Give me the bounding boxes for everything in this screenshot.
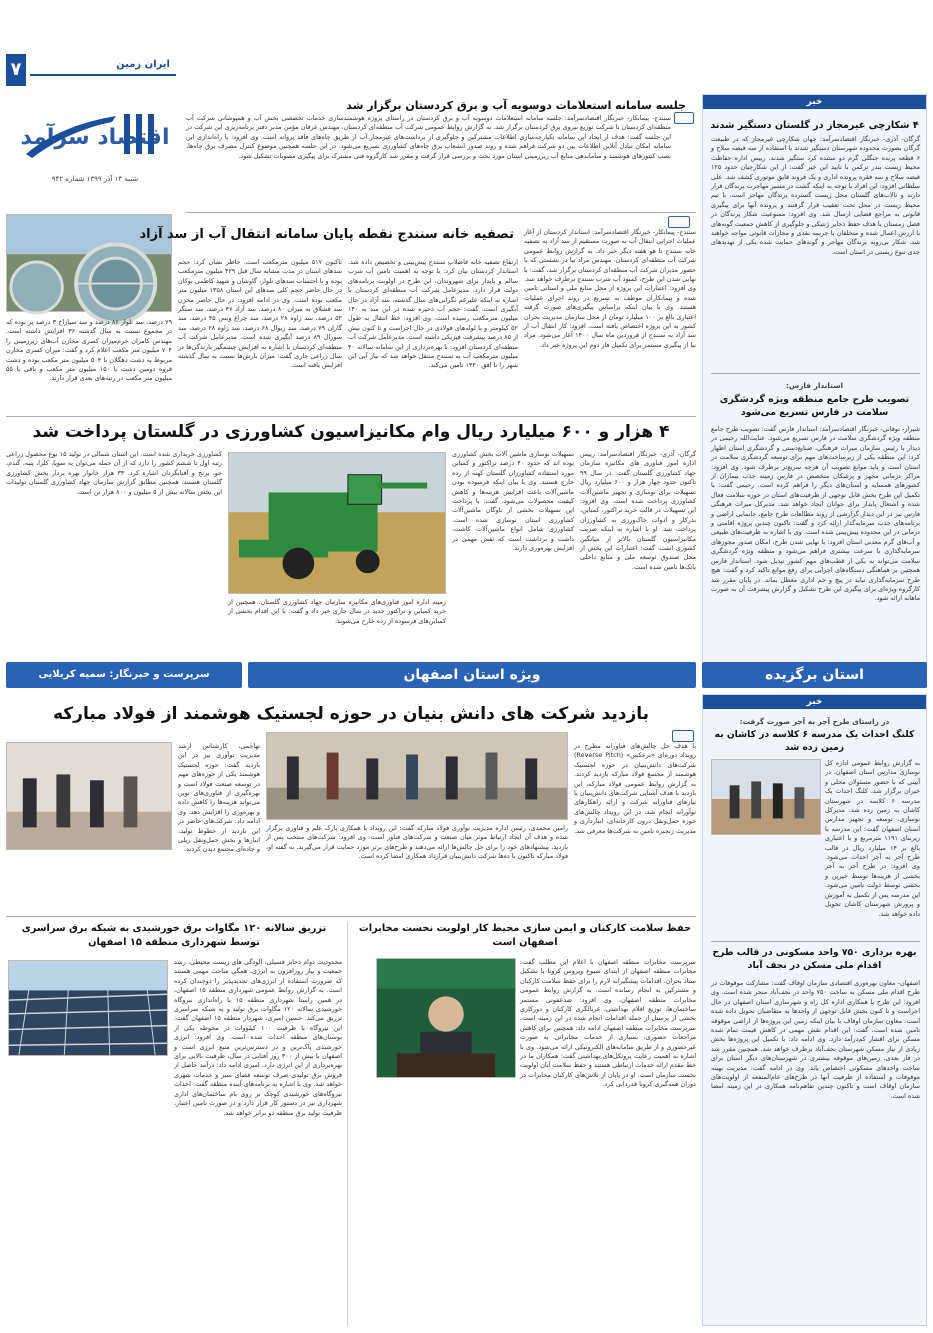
sidebar-top-article1-title: ۴ شکارچی غیرمجاز در گلستان دستگیر شدند — [710, 120, 919, 131]
sidebar-bottom-article1-body: به گزارش روابط عمومی اداره کل نوسازی مدارس استان اصفهان، در آیینی که با حضور مسئولان محلی و خیران برگزار شد، کلنگ احداث یک مدرسه ۶ کلاسه در شهرستان کاشان به زمین زده شد. مدیرکل نوسازی، توسعه و تجهیز مدارس استان اصفهان گفت: این مدرسه با زیربنای ۱۱۹۱ مترمربع و با اعتباری بالغ بر ۱۴ میلیارد ریال در قالب طرح آجر به آجر احداث می‌شود. وی افزود: در طرح آجر به آجر بخشی از هزینه‌ها توسط خیرین و بخشی توسط دولت تامین می‌شود. این مدرسه پس از تکمیل به آموزش و پرورش شهرستان کاشان تحویل داده خواهد شد. — [825, 759, 920, 918]
article-water-logo-icon — [668, 216, 690, 228]
article-meeting — [186, 98, 696, 208]
logo-wordmark: اقتصاد سرآمد — [20, 125, 170, 150]
band-isfahan-special: ویژه استان اصفهان — [248, 662, 696, 688]
steel-visit-photo — [266, 732, 568, 820]
article-loan-col3: زمینه اداره امور فناوری‌های مکانیزه سازمان جهاد کشاورزی گلستان، همچنین از خرید کمباین و تراکتور جدید در سال جاری خبر داد و گفت: با این اقدام بخشی از کمباین‌های فرسوده از رده خارج می‌شوند. — [228, 598, 446, 625]
page-number-badge: ۷ — [6, 54, 26, 86]
article-safety-title: حفظ سلامت کارکنان و ایمن سازی محیط کار اولویت نخست مخابرات اصفهان است — [358, 923, 692, 948]
issue-date: شنبه ۱۴ آذر ۱۳۹۹ شماره ۹۴۲ — [51, 175, 139, 183]
sidebar-bottom-article1-kicker: در راستای طرح آجر به آجر صورت گرفت: — [739, 717, 890, 726]
logo — [20, 108, 170, 170]
sidebar-top-article2-body: شیراز- توفانی- خبرنگار اقتصادسرآمد: استاندار فارس گفت: تصویب طرح جامع منطقه ویژه گردشگری سلامت در فارس تسریع می‌شود. عنایت‌الله رحیمی در دیدار با رئیس سازمان میراث فرهنگی، صنایع‌دستی و گردشگری استان اظهار کرد: این منطقه یکی از زیرساخت‌های مهم برای توسعه گردشگری سلامت در استان است و باید موانع تصویب آن هرچه سریع‌تر برطرف شود. وی افزود: مراکز درمانی مجهز و پزشکان متخصص در فارس زمینه جذب بیماران از کشورهای همسایه و استان‌های دیگر را فراهم کرده است. رحیمی گفت: با تکمیل این طرح بخش قابل توجهی از ظرفیت‌های استان در حوزه سلامت فعال شده و اشتغال پایدار برای جوانان ایجاد خواهد شد. مدیرکل میراث فرهنگی فارس نیز در این دیدار گزارشی از روند مطالعات طرح جامع، جانمایی اراضی و برنامه‌های جذب سرمایه‌گذار ارائه کرد و گفت: تاکنون چندین پروژه اقامتی و درمانی در این محدوده پیش‌بینی شده است. وی با اشاره به ظرفیت‌های طبیعی و آب‌های گرم معدنی استان افزود: با نهایی شدن طرح، امکان صدور مجوزهای سرمایه‌گذاری با سرعت بیشتری فراهم می‌شود و منطقه ویژه گردشگری سلامت می‌تواند به یکی از قطب‌های مهم کشور تبدیل شود. استاندار فارس همچنین بر هماهنگی دستگاه‌های اجرایی برای رفع موانع تاکید کرد و گفت: هیچ طرح سرمایه‌گذاری نباید در پیچ و خم اداری معطل بماند. در پایان مقرر شد کارگروه ویژه‌ای برای پیگیری این طرح تشکیل و گزارش پیشرفت آن به صورت ماهانه ارائه شود. — [711, 425, 920, 603]
article-solar-body: محدودیت دوام ذخایر فسیلی، آلودگی های زیست محیطی، رشد جمعیت و نیاز روزافزون به انرژی، همگی مباحث مهمی هستند که ضرورت استفاده از انرژی‌های تجدیدپذیر را دوچندان کرده است. به گزارش روابط عمومی شهرداری منطقه ۱۵ اصفهان، در همین راستا شهرداری منطقه ۱۵ با راه‌اندازی نیروگاه خورشیدی سالانه ۱۲۰ مگاوات برق تولید و به شبکه سراسری تزریق می‌کند. حسین امیری، شهردار منطقه ۱۵ اصفهان گفت: این نیروگاه با ظرفیت ۱۰۰ کیلووات در محوطه یکی از بوستان‌های منطقه احداث شده است. وی افزود: انرژی خورشیدی پاک‌ترین و در دسترس‌ترین منبع انرژی است و اصفهان با بیش از ۳۰۰ روز آفتابی در سال، ظرفیت بالایی برای بهره‌برداری از این انرژی دارد. امیری ادامه داد: درآمد حاصل از فروش برق تولیدی صرف توسعه فضای سبز و خدمات شهری خواهد شد. وی با اشاره به برنامه‌های آینده منطقه گفت: احداث نیروگاه‌های خورشیدی کوچک بر روی بام ساختمان‌های اداری شهرداری نیز در دستور کار قرار دارد و در صورت تامین اعتبار، ظرفیت تولید برق منطقه دو برابر خواهد شد. — [174, 958, 343, 1117]
sidebar-bottom-divider — [711, 941, 920, 942]
article-steel-logo-icon — [672, 730, 694, 742]
band-featured-province: استان برگزیده — [702, 662, 927, 688]
article-meeting-rule — [186, 212, 696, 213]
band-editor-byline: سرپرست و خبرنگار: سمیه کربلایی — [6, 662, 242, 688]
combine-harvester-photo — [228, 452, 446, 594]
masthead-rule — [30, 74, 176, 76]
steel-meeting-photo — [6, 742, 172, 850]
sidebar-bottom — [702, 694, 927, 1326]
sidebar-divider — [711, 373, 920, 374]
article-loan-col4: کشاورزی خریداری شده است. این استان شمالی در تولید ۱۵ نوع محصول زراعی رتبه اول تا ششم کشور را دارد که از آن جمله می‌توان به سویا، کلزا، پنبه، گندم، جو، برنج و آفتابگردان اشاره کرد. ۳۳ هزار خانوار بهره بردار بخش کشاورزی گلستان هستند. همچنین مطابق گزارش سازمان جهاد کشاورزی گلستان تولیدات این بخش سالانه بیش از ۵ میلیون و ۸۰۰ هزار تن است. — [6, 450, 223, 496]
article-loan-col1: گرگان- آذری- خبرنگار اقتصادسرآمد: رییس اداره امور فناوری های مکانیزه سازمان جهاد کشاورزی گلستان گفت: در سال ۹۹ تاکنون حدود چهار هزار و ۶۰۰ میلیارد ریال تسهیلات برای نوسازی و تجهیز ماشین‌آلات کشاورزی پرداخت شده است. وی افزود: این تسهیلات در قالب خرید تراکتور، کمباین، بذرکار و ادوات خاک‌ورزی به کشاورزان پرداخت شد. او با اشاره به اینکه ضریب مکانیزاسیون گلستان بالاتر از میانگین کشوری است، گفت: اعتبارات این بخش از محل صندوق توسعه ملی و منابع داخلی بانک‌ها تامین شده است. — [580, 450, 697, 571]
article-steel-rule — [6, 916, 696, 917]
article-loan-title: ۴ هزار و ۶۰۰ میلیارد ریال وام مکانیزاسیون کشاورزی در گلستان پرداخت شد — [32, 422, 670, 442]
article-steel-col1: با هدف حل چالش‌های فناورانه مطرح در رویداد دوره‌ای «برعکس» (Reverse Pitch) شرکت‌های دانش‌بنیان در حوزه لجستیک هوشمند از مجتمع فولاد مبارکه بازدید کردند. به گزارش روابط عمومی فولاد مبارکه، این بازدید با هدف آشنایی شرکت‌های دانش‌بنیان با نیازهای فناورانه شرکت و ارائه راهکارهای نوآورانه انجام شد. در این رویداد چالش‌های حوزه حمل‌ونقل درون کارخانه‌ای، انبارداری و مدیریت زنجیره تامین به شرکت‌ها معرفی شد. — [574, 742, 696, 835]
article-loan-col2: تسهیلات نوسازی ماشین آلات بخش کشاورزی بوده اند که حدود ۴۰ درصد تراکتور و کمباین مورد استفاده کشاورزان گلستان کهنه از رده خارج هستند. وی با بیان اینکه فرسوده بودن ماشین‌آلات باعث افزایش هزینه‌ها و کاهش کیفیت محصولات می‌شود، گفت: با پرداخت این تسهیلات بخشی از ناوگان ماشین‌آلات کشاورزی استان نوسازی شده است. کشاورزی شامل انواع ماشین‌آلات کاشت، داشت و برداشت است که نقش مهمی در افزایش بهره‌وری دارند. — [452, 450, 575, 553]
article-water-col3: تاکنون ۵۱۷ میلیون مترمکعب است. خاطر نشان کرد: حجم سدهای استان در مدت مشابه سال قبل ۴۲۹ میلیون مترمکعب بوده و با احتساب سدهای تلوار، گاوشان و شهید کاظمی بوکان در حال حاضر حجم کلی سدهای این استان ۱۳۵۸ میلیون متر مکعب بوده است. وی در ادامه افزود: در حال حاضر مخزن سد قشلاق به میزان ۸۰ درصد، سد آزاد ۴۷ درصد، سد سنگر ۵۲ درصد، سد ژاوه ۲۸ درصد، سد چراغ ویس ۴۵ درصد، سد گاران ۷۹ درصد، سد زیوال ۶۸ درصد، سد ژاوه ۲۸ درصد، سد سورال ۸۹ درصد آبگیری شده است. مدیرعامل شرکت آب منطقه‌ای کردستان با اشاره به افزایش چشمگیر بارندگی‌ها در سال زراعی جاری گفت: میزان بارش‌ها نسبت به سال گذشته افزایش یافته است. — [178, 258, 343, 370]
article-safety-body: سرپرست مخابرات منطقه اصفهان با اعلام این مطلب گفت: مخابرات منطقه اصفهان از ابتدای شیوع ویروس کرونا با تشکیل ستاد بحران، اقدامات پیشگیرانه لازم را برای حفظ سلامت کارکنان و مشترکین به انجام رسانده است. به گزارش روابط عمومی مخابرات منطقه اصفهان، وی افزود: ضدعفونی مستمر ساختمان‌ها، توزیع اقلام بهداشتی، غربالگری کارکنان و دورکاری بخشی از پرسنل از جمله اقدامات انجام شده در این زمینه است. سرپرست مخابرات منطقه اصفهان ادامه داد: همچنین برای کاهش مراجعات حضوری، بسیاری از خدمات مخابراتی به صورت غیرحضوری و از طریق سامانه‌های الکترونیکی ارائه می‌شود. وی با اشاره به اهمیت رعایت پروتکل‌های بهداشتی گفت: همکاران ما در خط مقدم ارائه خدمات ارتباطی هستند و حفظ سلامت آنان اولویت نخست سازمان است. او در پایان از تلاش‌های کارکنان مخابرات در دوران همه‌گیری کرونا قدردانی کرد. — [520, 958, 696, 1089]
article-meeting-logo-icon — [674, 112, 694, 124]
article-meeting-title: جلسه سامانه استعلامات دوسویه آب و برق کردستان برگزار شد — [346, 99, 686, 112]
sidebar-bottom-article1-title: کلنگ احداث یک مدرسه ۶ کلاسه در کاشان به زمین زده شد — [714, 729, 915, 753]
sidebar-top — [702, 94, 927, 664]
sidebar-bottom-article2-title: بهره برداری ۷۵۰ واحد مسکونی در قالب طرح اقدام ملی مسکن در نجف آباد — [712, 947, 917, 971]
section-label: ایران زمین — [116, 59, 170, 70]
article-water-col1: سنندج- پیمانکار- خبرنگار اقتصادسرآمد: استاندار کردستان از آغاز عملیات اجرایی انتقال آب به صورت مستقیم از سد آزاد به تصفیه خانه سنندج تا هو هفته دیگر خبر داد. به گزارش روابط عمومی شرکت آب منطقه‌ای کردستان، مهندس مراد نیا در نشستی که با حضور مدیران شرکت آب منطقه‌ای کردستان برگزار شد، گفت: با نهایی شدن این طرح، کمبود آب شرب سنندج برطرف خواهد شد. وی افزود: اعتبارات این پروژه از محل منابع ملی و استانی تامین شده و پیمانکاران موظف به تسریع در روند اجرای عملیات هستند. وی با بیان اینکه براساس پیگیری‌های صورت گرفته اعتباری بالغ بر ۱۰۰ میلیارد تومان از محل سازمان مدیریت بحران کشور به این پروژه اختصاص یافته است، افزود: کار انتقال آب از سد آزاد به سنندج از فروردین ماه سال ۱۴۰۰ آغاز می‌شود. مراد نیا از پیگیری مستمر برای تکمیل فاز دوم این پروژه خبر داد. — [523, 228, 696, 349]
sidebar-top-article1-body: گرگان- آذری- خبرنگار اقتصادسرآمد: جهان شکارچی غیرمجاز که در طبیعت گرگان بصورت محدوده شهرستان دستگیر شدند با استفاده از سه قبضه سلاح و ۶ قطعه پرنده جنگلی گرم دو ستنده کرد ستگیر شدند. رییس اداره حفاظت محیط زیست بندر ترکمن با تایید این خبر گفت: از این شکارچیان حدود ۱۲۵ قبضه سلاح و سه فقره پرونده اداری و یک فروند قایق موتوری کشف شد. علی سلطانی افزود: این افراد با توجه به اینکه گشت در مسیر مهاجرت پرندگان قرار دارند و تالاب‌های گلستان محل زیست گسترده پرندگان مهاجر است، با تیم محیط زیست در محل تحت تعقیب قرار گرفتند و پرونده آنها برای پیگیری قانونی به مراجع قضایی ارسال شد. وی افزود: ممنوعیت شکار پرندگان در فصل زمستان با هدف حفظ ذخایر ژنتیکی و جلوگیری از کاهش جمعیت گونه‌های با ارزش اعمال شده و متخلفان با جریمه نقدی و مجازات قانونی مواجه خواهند شد. شکار بی‌رویه پرندگان مهاجر و گونه‌های حمایت شده یکی از تهدیدهای جدی تنوع زیستی در استان است. — [711, 135, 920, 256]
sidebar-top-article2-kicker: استاندار فارس: — [785, 381, 844, 390]
article-water-title: تصفیه خانه سنندج نقطه پایان سامانه انتقال آب از سد آزاد — [139, 227, 514, 242]
article-steel-title: بازدید شرکت های دانش بنیان در حوزه لجستیک هوشمند از فولاد مبارکه — [52, 704, 650, 724]
sidebar-top-tab: خبر — [703, 95, 926, 109]
article-steel-col3: تهاجمی، کارشناس ارشد مدیریت نوآوری نیز در این بازدید گفت: حوزه لجستیک هوشمند یکی از حوزه‌های مهم در توسعه صنعت فولاد است و بهره‌گیری از فناوری‌های نوین می‌تواند هزینه‌ها را کاهش داده و بهره‌وری را افزایش دهد. وی ادامه داد: شرکت‌های حاضر در این بازدید از خطوط تولید، انبارها و بخش حمل‌ونقل ریلی و جاده‌ای مجتمع دیدن کردند. — [178, 742, 260, 854]
article-water-col2: ارتفاع تصفیه خانه فاضلاب سنندج پیش‌بینی و تخصیص داده شد. استاندار کردستان بیان کرد: با توجه به اهمیت تامین آب شرب سالم و پایدار برای شهروندان، این طرح در اولویت برنامه‌های دولت قرار دارد. مدیرعامل شرکت آب منطقه‌ای کردستان با اشاره به اینکه علیرغم نگرانی‌های سال گذشته، سد آزاد در حال آبگیری است، گفت: حجم آب ذخیره شده در این سد به ۱۴۰ میلیون مترمکعب رسیده است. وی افزود: خط انتقال به طول ۵۲ کیلومتر و با لوله‌های فولادی در حال اجراست و تا کنون بیش از ۸۵ درصد پیشرفت فیزیکی داشته است. مدیرعامل شرکت آب منطقه‌ای کردستان افزود: با بهره‌برداری از این سامانه سالانه ۴۰ میلیون مترمکعب آب به سنندج منتقل خواهد شد که نیاز آبی این شهر را تا افق ۱۴۲۰ تامین می‌کند. — [348, 258, 518, 370]
article-steel-col2: رامین محمدی، رئیس اداره مدیریت نوآوری فولاد مبارکه گفت: این رویداد با همکاری پارک علم و فناوری برگزار شده و هدف آن ایجاد ارتباط موثر میان صنعت و شرکت‌های فناور است. وی افزود: شرکت‌های منتخب پس از بازدید، پیشنهادهای خود را برای حل چالش‌ها ارائه می‌دهند و طرح‌های برتر مورد حمایت قرار می‌گیرند. به گفته او، فولاد مبارکه تاکنون با ده‌ها شرکت دانش‌بنیان قرارداد همکاری امضا کرده است. — [266, 824, 568, 861]
sidebar-bottom-tab: خبر — [703, 695, 926, 709]
sidebar-bottom-article2-body: اصفهان- معاون بهره‌وری اقتصادی سازمان اوقاف گفت: مشارکت موقوفات در طرح اقدام ملی مسکن به ساخت ۷۵۰ واحد در نجف‌آباد منجر شده است. وی افزود: این طرح با همکاری اداره کل راه و شهرسازی استان اصفهان در حال اجراست و تا کنون بخش قابل توجهی از واحدها به متقاضیان تحویل داده شده است. معاون سازمان اوقاف با بیان اینکه زمین این پروژه‌ها از اراضی موقوفه تامین شده است، گفت: این اقدام نقش مهمی در کاهش قیمت تمام شده مسکن برای اقشار کم‌درآمد دارد. وی ادامه داد: با تکمیل این پروژه‌ها بخش زیادی از نیاز مسکن شهرستان نجف‌آباد برطرف خواهد شد. همچنین مقرر شد در فاز بعدی، زمین‌های موقوفه بیشتری در شهرستان‌های دیگر استان برای ساخت واحدهای مسکونی اختصاص یابد. وی در ادامه گفت: مدیریت بهینه موقوفات و استفاده از ظرفیت آنها در طرح‌های عام‌المنفعه از اولویت‌های سازمان اوقاف است و تاکنون چندین تفاهم‌نامه همکاری در این زمینه امضا شده است. — [711, 979, 920, 1100]
article-divider-vertical — [347, 922, 348, 1326]
article-solar-title: تزریق سالانه ۱۲۰ مگاوات برق خورشیدی به شبکه برق سراسری توسط شهرداری منطقه ۱۵ اصفهان — [21, 923, 327, 948]
article-water-col4: ۷۹ درصد، سد تلوار ۸۶ درصد و سد سیازاخ ۳ درصد پر بوده که در مجموع نسبت به سال گذشته ۳۶ افزایش داشته است. مهندس کامران خرم‌میزان کسری مخازن آب‌های زیرزمینی را ۷۰۴ میلیون متر مکعب اعلام کرد و گفت: میزان کسری مخازن مربوط به دشت دهگلان با ۵۰۴ میلیون متر مکعب بوده و دشت قروه دومین دشت با ۱۵۰ میلیون متر مکعب و باقی با ۵۵ میلیون متر مکعب در رتبه‌های بعدی قرار دارند. — [6, 318, 173, 383]
article-water-rule — [6, 416, 696, 417]
sidebar-top-article2-title: تصویب طرح جامع منطقه ویژه گردشگری سلامت در فارس تسریع می‌شود — [719, 394, 910, 418]
article-meeting-body: سنندج- پیمانکار- خبرنگار اقتصادسرآمد: جلسه سامانه استعلامات دوسویه آب و برق کردستان در راستای پروژه هوشمندسازی خدمات تخصصی بخش آب و همپوشانی شرکت آب منطقه‌ای کردستان با شرکت توزیع نیروی برق کردستان برگزار شد. به گزارش روابط عمومی شرکت آب منطقه‌ای کردستان، مهندس عرفان مؤمن مدیر دفتر برنامه‌ریزی این شرکت در این جلسه گفت: هدف از ایجاد این سامانه یکپارچه‌سازی اطلاعات مشترکین و جلوگیری از برداشت‌های غیرمجاز آب از طریق چاه‌های فاقد پروانه است. وی افزود: با راه‌اندازی این سامانه امکان تبادل آنلاین اطلاعات بین دو شرکت فراهم شده و روند صدور انشعاب برق چاه‌های کشاورزی تسریع می‌شود. در این جلسه همچنین موضوع کنترل مصرف برق چاه‌ها، نصب کنتورهای هوشمند و ساماندهی منابع آب زیرزمینی استان مورد بحث و بررسی قرار گرفت و مقرر شد کارگروه فنی مشترک برای پیگیری مصوبات تشکیل شود. — [186, 114, 671, 160]
